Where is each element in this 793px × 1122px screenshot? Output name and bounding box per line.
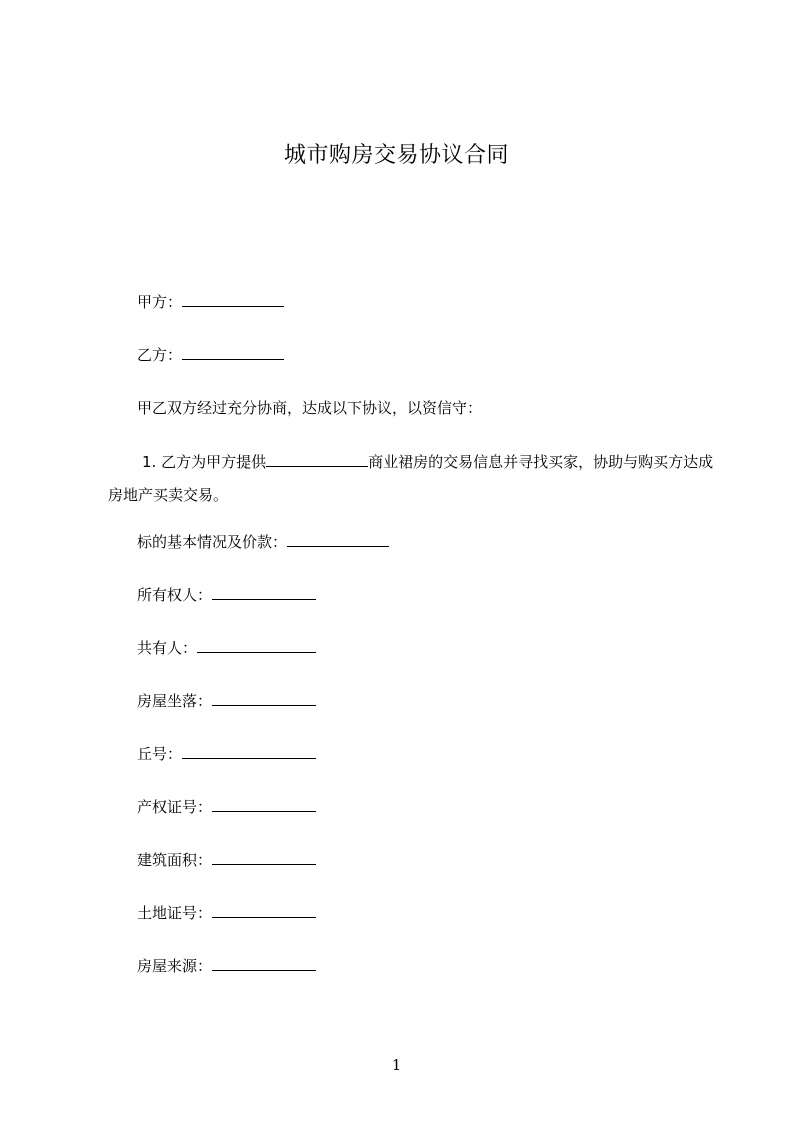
clause-1-paragraph <box>108 446 718 512</box>
clause-1-suffix: 商业裙房的交易信息并寻找买家，协助与购买方达成房地产买卖交易。 <box>108 453 714 504</box>
field-blank <box>212 903 316 918</box>
field-line-land-cert <box>137 902 316 924</box>
field-blank <box>287 532 389 547</box>
party-a-line <box>137 291 284 313</box>
field-line-lot-number <box>137 743 316 765</box>
clause-1-blank <box>266 452 368 467</box>
field-label: 所有权人： <box>137 586 213 604</box>
field-blank <box>212 691 316 706</box>
field-label: 建筑面积： <box>137 851 213 869</box>
field-line-title-cert <box>137 796 316 818</box>
intro-paragraph <box>137 397 482 419</box>
field-line-location <box>137 690 316 712</box>
field-line-price <box>137 531 389 553</box>
field-blank <box>212 797 316 812</box>
clause-1-prefix: 1. 乙方为甲方提供 <box>142 453 267 471</box>
party-b-line <box>137 344 284 366</box>
page-number: 1 <box>391 1056 402 1074</box>
field-blank <box>212 956 316 971</box>
field-blank <box>212 850 316 865</box>
field-blank <box>182 744 316 759</box>
field-label: 标的基本情况及价款： <box>137 533 288 551</box>
party-a-blank <box>182 292 284 307</box>
field-label: 共有人： <box>137 639 198 657</box>
field-line-co-owner <box>137 637 316 659</box>
field-blank <box>197 638 316 653</box>
page-title: 城市购房交易协议合同 <box>283 143 509 168</box>
field-line-house-source <box>137 955 316 977</box>
field-label: 房屋来源： <box>137 957 213 975</box>
field-line-owner <box>137 584 316 606</box>
party-b-blank <box>182 345 284 360</box>
field-label: 土地证号： <box>137 904 213 922</box>
field-line-floor-area <box>137 849 316 871</box>
party-b-label: 乙方： <box>137 346 183 364</box>
field-label: 产权证号： <box>137 798 213 816</box>
field-blank <box>212 585 316 600</box>
field-label: 丘号： <box>137 745 183 763</box>
intro-text: 甲乙双方经过充分协商，达成以下协议，以资信守： <box>137 399 483 417</box>
party-a-label: 甲方： <box>137 293 183 311</box>
field-label: 房屋坐落： <box>137 692 213 710</box>
